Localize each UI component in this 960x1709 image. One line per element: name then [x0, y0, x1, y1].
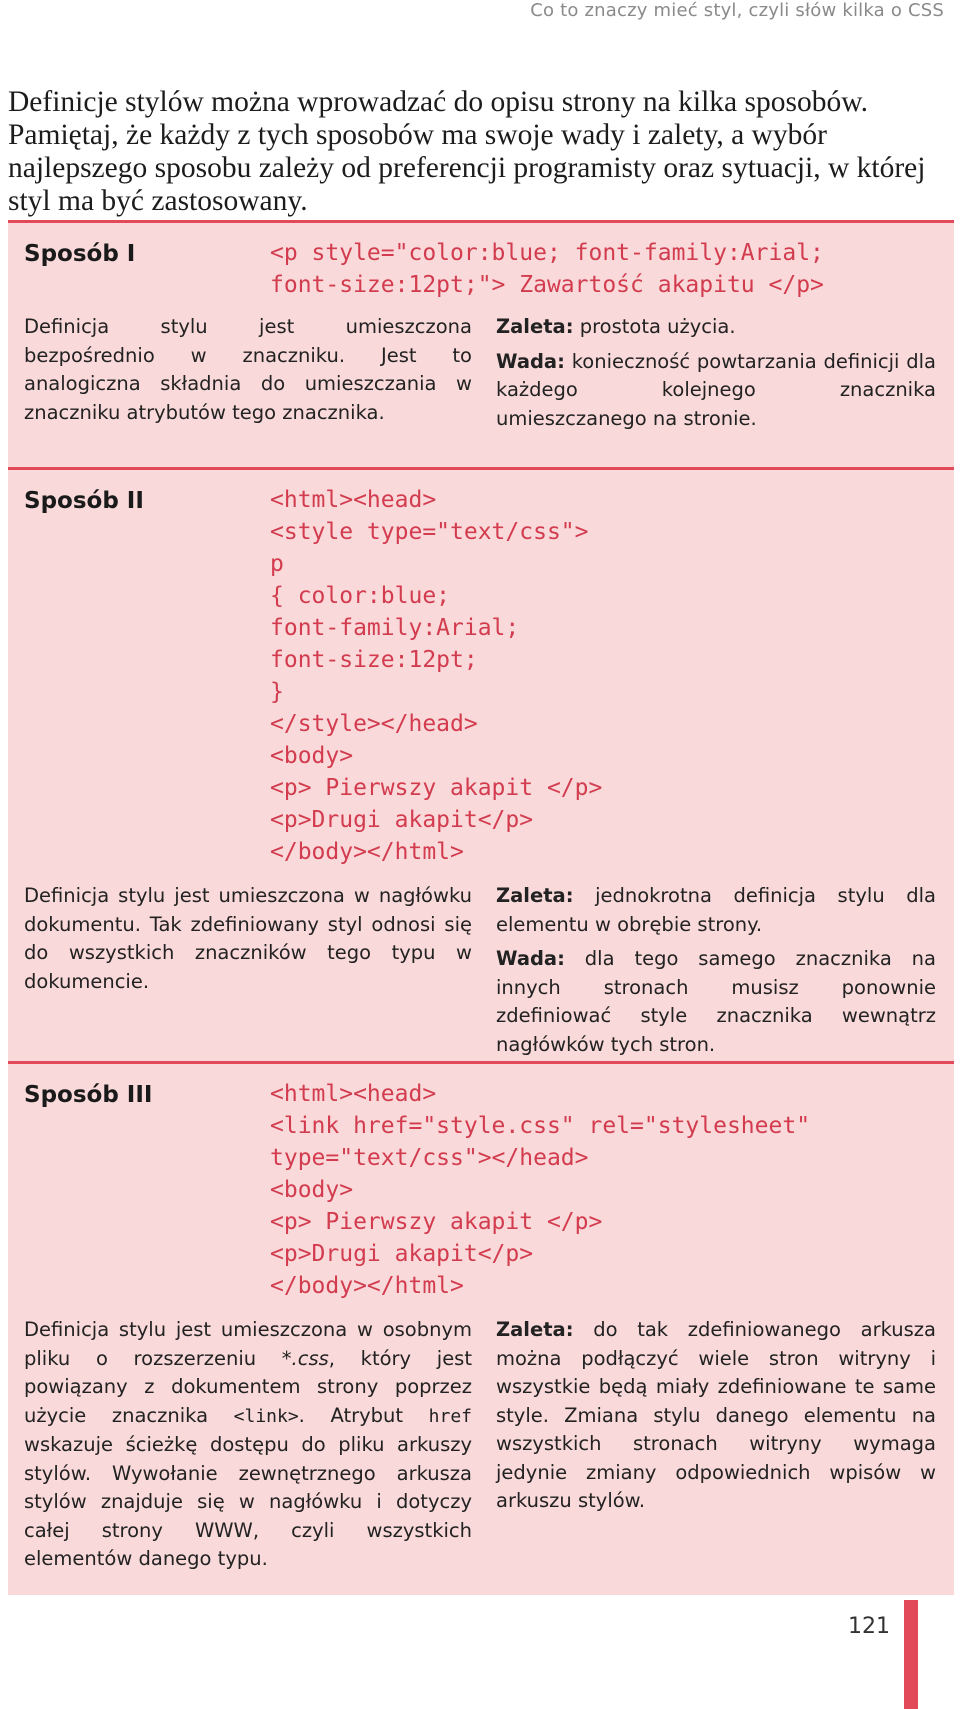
advantage-text: do tak zdefiniowanego arkusza można podłączyć wiele stron witryny i wszystkie będą miały zdefiniowane te same style. Zmiana stylu danego elementu na wszystkich stronach witryny wymaga jedynie zmiany odpowiednich wpisów w arkuszu stylów.: [496, 1318, 936, 1512]
advantage: [496, 1316, 936, 1516]
code-example: <html><head> <style type="text/css"> p { color:blue; font-family:Arial; font-size:12pt; } </style></head> <body> <p> Pierwszy akapit </p> <p>Drugi akapit</p> </body></html>: [270, 487, 603, 865]
advantage: [496, 313, 936, 342]
methods-panel: [8, 220, 954, 1595]
method-title: Sposób II: [24, 488, 144, 514]
description-text: Definicja stylu jest umieszczona w nagłówku dokumentu. Tak zdefiniowany styl odnosi się do wszystkich znaczników tego typu w dokumencie.: [24, 884, 472, 993]
running-header: Co to znaczy mieć styl, czyli słów kilka o CSS: [530, 0, 944, 21]
disadvantage-text: konieczność powtarzania definicji dla każdego kolejnego znacznika umieszczanego na stronie.: [496, 349, 936, 430]
advantage-text: jednokrotna definicja stylu dla elementu w obrębie strony.: [496, 884, 936, 936]
description-text: Definicja stylu jest umieszczona bezpośrednio w znaczniku. Jest to analogiczna składnia do umieszczania w znaczniku atrybutów tego znacznika.: [24, 315, 472, 424]
method-section-2: [8, 467, 954, 1064]
disadvantage-text: dla tego samego znacznika na innych stronach musisz ponownie zdefiniować style znacznika wewnątrz nagłówków tych stron.: [496, 947, 936, 1056]
disadvantage-label: Wada:: [496, 349, 565, 373]
file-extension: *.css: [281, 1346, 329, 1370]
page-number: 121: [848, 1614, 890, 1639]
pros-cons: [496, 1316, 936, 1516]
description-text: Definicja stylu jest umieszczona w osobnym pliku o rozszerzeniu *.css, który jest powiązany z dokumentem strony poprzez użycie znacznika <link>. Atrybut href wskazuje ścieżkę dostępu do pliku arkuszy stylów. Wywołanie zewnętrznego arkusza stylów znajduje się w nagłówku i dotyczy całej strony WWW, czyli wszystkich elementów danego typu.: [24, 1318, 472, 1570]
disadvantage: [496, 945, 936, 1059]
pros-cons: [496, 882, 936, 1059]
link-tag: <link>: [233, 1405, 299, 1427]
method-description: [24, 313, 472, 427]
advantage-label: Zaleta:: [496, 884, 574, 907]
code-example: <p style="color:blue; font-family:Arial; font-size:12pt;"> Zawartość akapitu </p>: [270, 240, 824, 298]
href-attribute: href: [428, 1405, 472, 1427]
pros-cons: [496, 313, 936, 433]
method-description: [24, 882, 472, 996]
advantage-text: prostota użycia.: [579, 315, 736, 338]
method-section-1: [8, 223, 954, 467]
advantage-label: Zaleta:: [496, 315, 574, 338]
disadvantage-label: Wada:: [496, 947, 565, 970]
page-edge-tab: [904, 1600, 918, 1709]
intro-paragraph: Definicje stylów można wprowadzać do opisu strony na kilka sposobów. Pamiętaj, że każdy z tych sposobów ma swoje wady i zalety, a wybór najlepszego sposobu zależy od preferencji programisty oraz sytuacji, w której styl ma być zastosowany.: [8, 86, 926, 217]
method-title: Sposób III: [24, 1082, 153, 1108]
code-example: <html><head> <link href="style.css" rel="stylesheet" type="text/css"></head> <body> <p> Pierwszy akapit </p> <p>Drugi akapit</p> </body></html>: [270, 1081, 811, 1299]
advantage-label: Zaleta:: [496, 1318, 574, 1341]
method-title: Sposób I: [24, 241, 136, 267]
method-section-3: [8, 1061, 954, 1598]
advantage: [496, 882, 936, 939]
disadvantage: [496, 348, 936, 434]
method-description: [24, 1316, 472, 1574]
